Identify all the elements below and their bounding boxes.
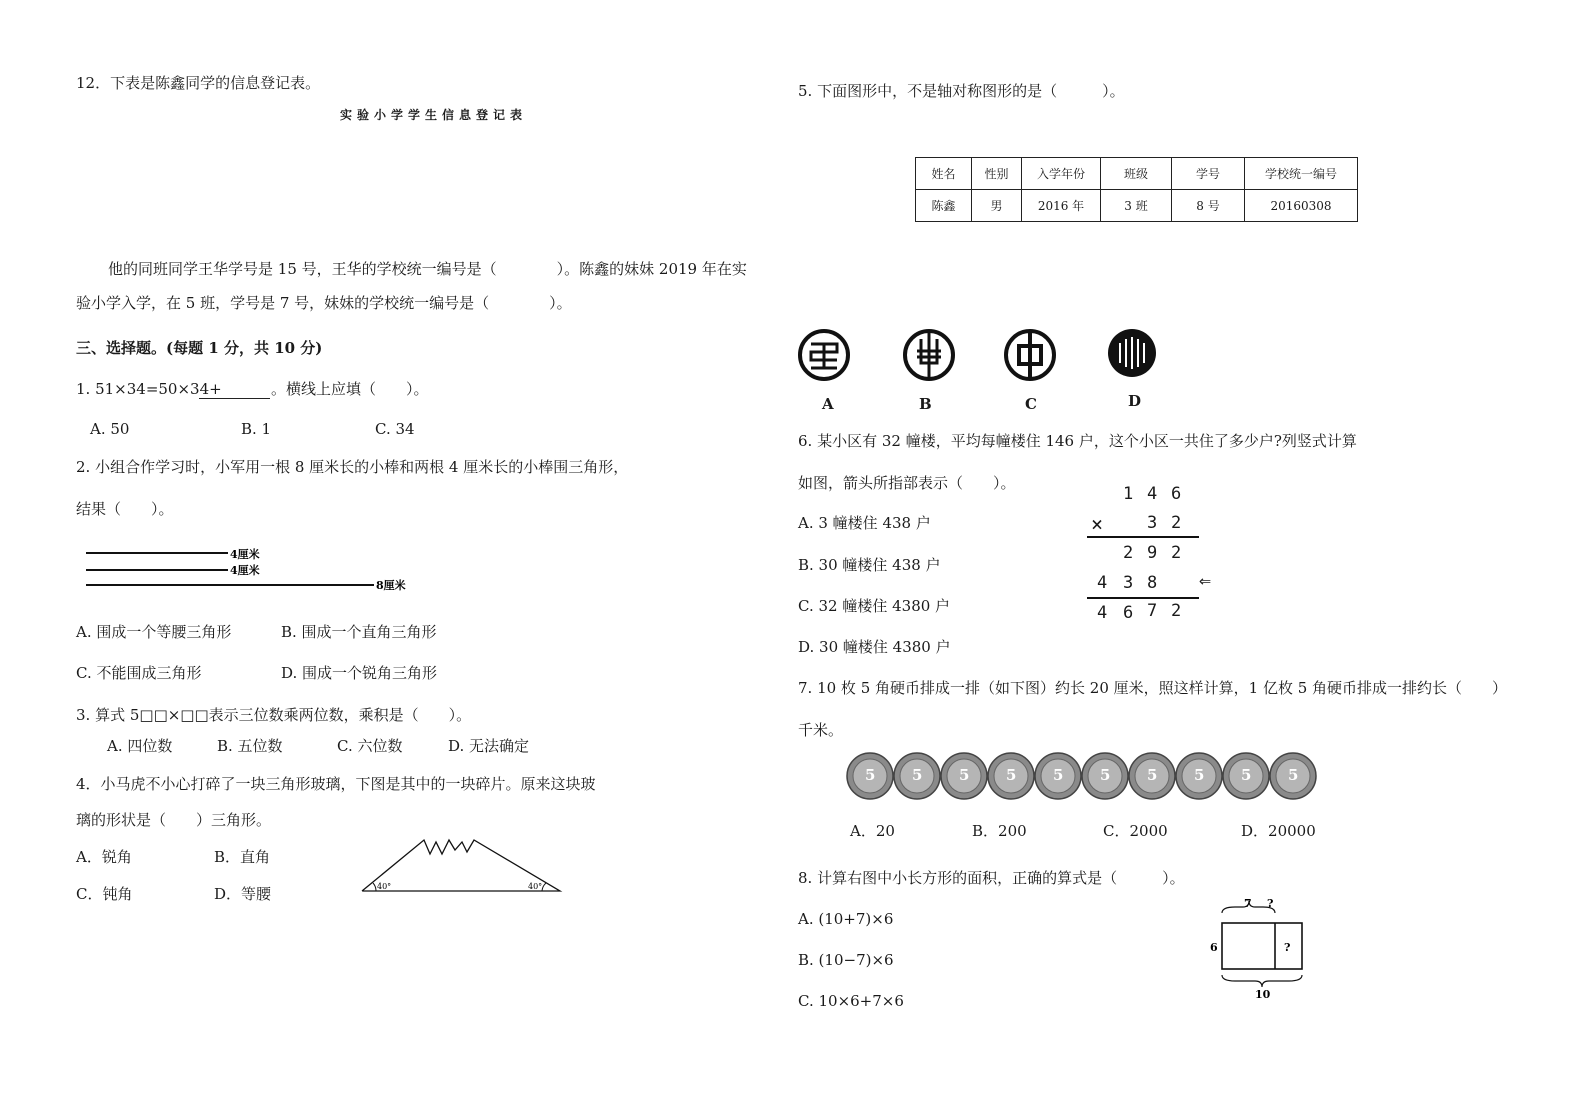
table-header-cell: 入学年份 — [1022, 158, 1101, 190]
table-header-cell: 班级 — [1101, 158, 1172, 190]
logo-b-icon — [901, 327, 957, 383]
q4-option-d: D．等腰 — [214, 885, 272, 903]
q8-rectangle-figure — [1205, 893, 1315, 1005]
coin-label: 5 — [1053, 766, 1064, 784]
q12-title: 12．下表是陈鑫同学的信息登记表。 — [76, 74, 321, 92]
calc-digit: 1 — [1123, 484, 1134, 504]
student-info-table — [915, 157, 1358, 222]
coin-label: 5 — [865, 766, 876, 784]
logo-d-icon — [1104, 325, 1160, 381]
fig-label-inner: ? — [1284, 941, 1291, 954]
q7-stem-line-1: 7. 10 枚 5 角硬币排成一排（如下图）约长 20 厘米，照这样计算，1 亿枚 5 角硬币排成一排约长（ ） — [798, 679, 1508, 697]
q6-vertical-calculation — [1085, 480, 1225, 630]
q6-option-a: A. 3 幢楼住 438 户 — [798, 514, 931, 532]
q8-option-c: C. 10×6+7×6 — [798, 992, 904, 1010]
q4-stem-line-1: 4．小马虎不小心打碎了一块三角形玻璃，下图是其中的一块碎片。原来这块玻 — [76, 775, 596, 793]
calc-digit: 3 — [1147, 513, 1158, 533]
stick-label-3: 8厘米 — [376, 579, 406, 592]
q12-paragraph-line-2: 验小学入学，在 5 班，学号是 7 号，妹妹的学校统一编号是（ ）。 — [76, 294, 572, 312]
angle-label-left: 40° — [377, 882, 392, 891]
q6-option-d: D. 30 幢楼住 4380 户 — [798, 638, 951, 656]
logo-label-c: C — [1025, 395, 1037, 413]
calc-digit: 4 — [1097, 573, 1108, 593]
q2-option-d: D. 围成一个锐角三角形 — [281, 664, 438, 682]
fig-label-top: 7 — [1244, 897, 1252, 910]
section-3-heading: 三、选择题。(每题 1 分，共 10 分) — [76, 339, 323, 357]
logo-label-d: D — [1128, 392, 1142, 410]
coin-label: 5 — [1100, 766, 1111, 784]
q7-option-b: B．200 — [972, 822, 1027, 840]
q1-stem-part-a: 1. 51×34=50×34+ — [76, 380, 222, 398]
calc-digit: 7 — [1147, 601, 1158, 621]
calc-digit: 2 — [1171, 513, 1182, 533]
q4-option-b: B．直角 — [214, 848, 271, 866]
q4-stem-line-2: 璃的形状是（ ）三角形。 — [76, 811, 272, 829]
q7-stem-line-2: 千米。 — [798, 721, 844, 739]
stick-label-1: 4厘米 — [230, 548, 260, 561]
calc-rule-2 — [1087, 597, 1199, 599]
fig-label-left: 6 — [1210, 941, 1218, 954]
q2-stem-line-1: 2. 小组合作学习时，小军用一根 8 厘米长的小棒和两根 4 厘米长的小棒围三角形， — [76, 458, 629, 476]
q7-option-a: A．20 — [850, 822, 895, 840]
q3-stem: 3. 算式 5□□×□□表示三位数乘两位数，乘积是（ ）。 — [76, 706, 472, 724]
q1-option-c: C. 34 — [375, 420, 415, 438]
coin-label: 5 — [1288, 766, 1299, 784]
q1-option-a: A. 50 — [90, 420, 130, 438]
q2-option-c: C. 不能围成三角形 — [76, 664, 202, 682]
q3-option-b: B. 五位数 — [217, 737, 283, 755]
q3-option-c: C. 六位数 — [337, 737, 403, 755]
coin-icon — [894, 753, 940, 799]
calc-digit: 6 — [1123, 603, 1134, 623]
table-cell: 3 班 — [1101, 190, 1172, 222]
q12-paragraph-line-1: 他的同班同学王华学号是 15 号，王华的学校统一编号是（ ）。陈鑫的妹妹 2019 年在实 — [108, 260, 747, 278]
q2-option-b: B. 围成一个直角三角形 — [281, 623, 437, 641]
calc-digit: 4 — [1097, 603, 1108, 623]
stick-label-2: 4厘米 — [230, 564, 260, 577]
calc-digit: 3 — [1123, 573, 1134, 593]
coin-icon — [1176, 753, 1222, 799]
logo-label-b: B — [919, 395, 932, 413]
logo-label-a: A — [822, 395, 834, 413]
q2-sticks-figure — [80, 544, 430, 594]
coin-icon — [941, 753, 987, 799]
coin-icon — [1129, 753, 1175, 799]
q1-stem-part-b: 。横线上应填（ ）。 — [271, 380, 429, 398]
table-cell: 男 — [972, 190, 1022, 222]
angle-label-right: 40° — [528, 882, 543, 891]
table-cell: 陈鑫 — [916, 190, 972, 222]
logo-c-icon — [1002, 327, 1058, 383]
q8-option-a: A. (10+7)×6 — [798, 910, 894, 928]
calc-times-sign: × — [1091, 512, 1104, 536]
q7-option-c: C．2000 — [1103, 822, 1168, 840]
calc-digit: 8 — [1147, 573, 1158, 593]
calc-rule-1 — [1087, 536, 1199, 538]
q4-option-a: A．锐角 — [76, 848, 132, 866]
coin-icon — [847, 753, 893, 799]
q7-option-d: D．20000 — [1241, 822, 1316, 840]
calc-digit: 2 — [1123, 543, 1134, 563]
info-table-caption: 实验小学学生信息登记表 — [340, 108, 528, 122]
calc-arrow-icon: ⇐ — [1199, 568, 1212, 592]
q3-option-a: A. 四位数 — [107, 737, 173, 755]
table-cell: 8 号 — [1172, 190, 1245, 222]
q2-stem-line-2: 结果（ ）。 — [76, 500, 174, 518]
table-header-cell: 姓名 — [916, 158, 972, 190]
brace-bottom-10 — [1222, 975, 1302, 987]
coin-icon — [1223, 753, 1269, 799]
table-cell: 2016 年 — [1022, 190, 1101, 222]
angle-arc-right — [542, 883, 546, 891]
calc-digit: 4 — [1147, 484, 1158, 504]
q6-option-c: C. 32 幢楼住 4380 户 — [798, 597, 951, 615]
q5-stem: 5. 下面图形中，不是轴对称图形的是（ ）。 — [798, 82, 1125, 100]
angle-arc-left — [373, 883, 376, 891]
coin-icon — [1082, 753, 1128, 799]
q2-option-a: A. 围成一个等腰三角形 — [76, 623, 232, 641]
calc-digit: 2 — [1171, 601, 1182, 621]
q6-stem-line-2: 如图，箭头所指部表示（ ）。 — [798, 474, 1016, 492]
q1-answer-blank — [199, 398, 270, 399]
table-header-cell: 学号 — [1172, 158, 1245, 190]
coin-label: 5 — [959, 766, 970, 784]
q4-glass-fragment-figure — [358, 834, 568, 896]
coin-icon — [988, 753, 1034, 799]
calc-digit: 6 — [1171, 484, 1182, 504]
coin-label: 5 — [1006, 766, 1017, 784]
q4-option-c: C．钝角 — [76, 885, 133, 903]
fig-label-q1: ? — [1267, 897, 1274, 910]
coin-label: 5 — [1194, 766, 1205, 784]
coin-label: 5 — [1241, 766, 1252, 784]
calc-digit: 2 — [1171, 543, 1182, 563]
q6-option-b: B. 30 幢楼住 438 户 — [798, 556, 941, 574]
table-cell: 20160308 — [1245, 190, 1358, 222]
coin-label: 5 — [912, 766, 923, 784]
table-header-cell: 学校统一编号 — [1245, 158, 1358, 190]
info-table-header-row — [916, 158, 1358, 190]
coin-icon — [1035, 753, 1081, 799]
q6-stem-line-1: 6. 某小区有 32 幢楼，平均每幢楼住 146 户，这个小区一共住了多少户?列竖式计算 — [798, 432, 1357, 450]
q8-option-b: B. (10−7)×6 — [798, 951, 894, 969]
table-header-cell: 性别 — [972, 158, 1022, 190]
info-table-data-row — [916, 190, 1358, 222]
fig-label-bottom: 10 — [1255, 988, 1271, 1001]
coin-icon — [1270, 753, 1316, 799]
calc-digit: 9 — [1147, 543, 1158, 563]
q7-coins-figure — [846, 750, 1322, 802]
q8-stem: 8. 计算右图中小长方形的面积，正确的算式是（ ）。 — [798, 869, 1185, 887]
q1-option-b: B. 1 — [241, 420, 272, 438]
q3-option-d: D. 无法确定 — [448, 737, 530, 755]
coin-label: 5 — [1147, 766, 1158, 784]
logo-a-icon — [796, 327, 852, 383]
